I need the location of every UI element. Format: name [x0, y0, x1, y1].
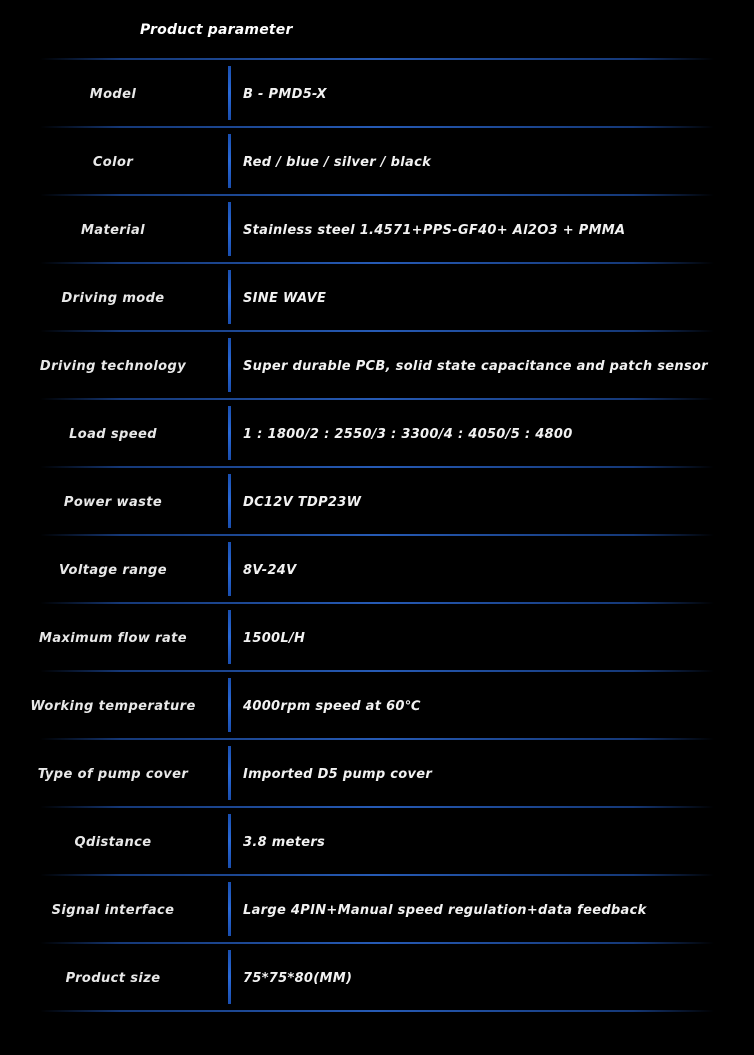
table-row [0, 740, 754, 808]
parameter-label: Qdistance [74, 834, 152, 850]
table-row [0, 128, 754, 196]
column-separator [228, 270, 231, 324]
parameter-value: SINE WAVE [243, 290, 327, 306]
table-row [0, 672, 754, 740]
parameter-value: Super durable PCB, solid state capacitance and patch sensor [243, 358, 708, 374]
parameter-value: 4000rpm speed at 60℃ [243, 698, 421, 714]
column-separator [228, 610, 231, 664]
table-row [0, 60, 754, 128]
column-separator [228, 134, 231, 188]
parameter-label: Power waste [63, 494, 163, 510]
column-separator [228, 950, 231, 1004]
column-separator [228, 882, 231, 936]
parameter-value: Red / blue / silver / black [243, 154, 432, 170]
page-title: Product parameter [140, 22, 293, 38]
table-row [0, 196, 754, 264]
table-row [0, 944, 754, 1012]
parameter-value: DC12V TDP23W [243, 494, 362, 510]
column-separator [228, 406, 231, 460]
column-separator [228, 66, 231, 120]
parameter-value: Large 4PIN+Manual speed regulation+data feedback [243, 902, 647, 918]
parameter-value: Stainless steel 1.4571+PPS-GF40+ Al2O3 + PMMA [243, 222, 626, 238]
table-row [0, 264, 754, 332]
row-divider [40, 1010, 714, 1012]
parameter-label: Load speed [69, 426, 157, 442]
table-row [0, 468, 754, 536]
parameter-label: Maximum flow rate [38, 630, 188, 646]
parameter-label: Driving technology [39, 358, 187, 374]
parameter-value: 1500L/H [243, 630, 306, 646]
column-separator [228, 746, 231, 800]
parameter-value: 1 : 1800/2 : 2550/3 : 3300/4 : 4050/5 : 4800 [243, 426, 573, 442]
table-row [0, 808, 754, 876]
parameter-label: Signal interface [51, 902, 175, 918]
table-row [0, 604, 754, 672]
parameter-label: Material [80, 222, 146, 238]
parameter-label: Driving mode [61, 290, 165, 306]
column-separator [228, 338, 231, 392]
column-separator [228, 814, 231, 868]
table-row [0, 400, 754, 468]
table-row [0, 332, 754, 400]
parameter-value: Imported D5 pump cover [243, 766, 433, 782]
column-separator [228, 202, 231, 256]
column-separator [228, 678, 231, 732]
parameter-label: Type of pump cover [37, 766, 189, 782]
parameter-value: 3.8 meters [243, 834, 326, 850]
parameter-label: Model [89, 86, 137, 102]
parameter-label: Color [92, 154, 134, 170]
column-separator [228, 542, 231, 596]
table-row [0, 876, 754, 944]
table-row [0, 536, 754, 604]
parameter-value: 75*75*80(MM) [243, 970, 353, 986]
parameter-value: 8V-24V [243, 562, 297, 578]
parameter-label: Voltage range [59, 562, 167, 578]
parameter-label: Working temperature [30, 698, 196, 714]
column-separator [228, 474, 231, 528]
parameter-value: B - PMD5-X [243, 86, 327, 102]
parameter-label: Product size [65, 970, 161, 986]
